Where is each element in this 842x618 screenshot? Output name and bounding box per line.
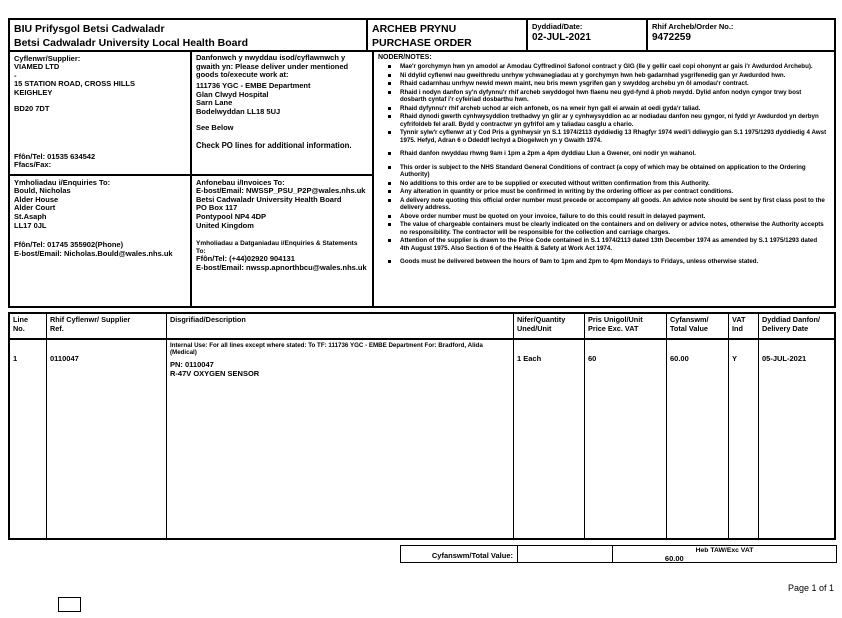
check-po-note: Check PO lines for additional information.: [196, 141, 352, 150]
table-row: [10, 340, 834, 538]
invoices-address-line: PO Box 117: [196, 203, 238, 213]
note-item: No additions to this order are to be supplied or executed without written confirmation from this Authority.: [378, 180, 830, 188]
deliver-dest-line: Glan Clwyd Hospital: [196, 89, 269, 99]
items-header-row: [10, 314, 834, 340]
enquiries-section: [10, 176, 190, 306]
note-item: A delivery note quoting this official order number must precede or accompany all goods. An advice note should be sent by first class post to the delivery address.: [378, 197, 830, 212]
note-item: Attention of the supplier is drawn to the Price Code contained in S.1 1974/2113 dated 13th December 1974 as amended by S.1 1975/1293 dated 4th August 1975. Also Section 6 of the Health & Safety at Work Act 1974.: [378, 237, 830, 252]
col-header-text: Nifer/Quantity: [517, 315, 566, 324]
col-header-quantity: [514, 314, 585, 338]
notes-section: [374, 52, 834, 306]
col-header-total-value: [667, 314, 729, 338]
col-header-line-no: [10, 314, 47, 338]
invoices-address-line: Pontypool NP4 4DP: [196, 211, 267, 221]
col-header-text: VAT: [732, 315, 746, 324]
note-item: Goods must be delivered between the hours of 9am to 1pm and 2pm to 4pm Mondays to Fridays, unless otherwise stated.: [378, 258, 830, 266]
note-item: Any alteration in quantity or price must be confirmed in writing by the ordering officer as per contract conditions.: [378, 188, 830, 196]
total-value-empty-cell: [518, 546, 613, 562]
note-item: Tynnir sylw'r cyflenwr at y Cod Pris a gynhwysir yn S.1 1974/2113 dyddiedig 13 Rhagfyr 1974 wedi'i ddiwygio gan S.1 1975/1293 dyddiedig 4 Awst 1975. Hefyd, Adran 6 o Ddeddf Iechyd a Diogelwch yn y Gwaith 1974.: [378, 129, 830, 144]
invoices-email: E-bost/Email: NWSSP_PSU_P2P@wales.nhs.uk: [196, 186, 366, 195]
note-item: Mae'r gorchymyn hwn yn amodol ar Amodau Cyffredinol Safonol contract y GIG (lle y gellir cael copi ohonynt ar gais i'r Awdurdod Archebu).: [378, 63, 830, 71]
col-header-text: Disgrifiad/Description: [170, 315, 246, 324]
supplier-address-dash: -: [14, 70, 17, 80]
total-amount: 60.00: [664, 554, 684, 563]
item-description: R-47V OXYGEN SENSOR: [170, 369, 260, 379]
totals-row: [400, 545, 837, 563]
footer-mark-box: [58, 597, 81, 612]
supplier-label: Cyflenwr/Supplier:: [14, 54, 81, 63]
cell-vat-ind: Y: [729, 340, 759, 538]
info-section: [8, 52, 836, 308]
document-header: [8, 18, 836, 52]
invoices-address-line: Betsi Cadwaladr University Health Board: [196, 194, 342, 204]
order-date-block: [528, 20, 648, 50]
col-header-vat-ind: [729, 314, 759, 338]
notes-list: [378, 63, 830, 266]
supplier-street: 15 STATION ROAD, CROSS HILLS: [14, 79, 135, 89]
cell-unit-price: 60: [585, 340, 667, 538]
col-header-unit-price: [585, 314, 667, 338]
note-item: Rhaid cadarnhau unrhyw newid mewn maint, neu bris mewn ysgrifen gan y swyddog archebu yn ôl amodau'r contract.: [378, 80, 830, 88]
doc-title-english: PURCHASE ORDER: [372, 37, 472, 50]
statements-phone: Ffôn/Tel: (+44)02920 904131: [196, 254, 295, 264]
deliver-dest-line: Bodelwyddan LL18 5UJ: [196, 106, 281, 116]
col-header-text: Delivery Date: [762, 323, 809, 333]
org-name-welsh: BIU Prifysgol Betsi Cadwaladr: [14, 23, 165, 35]
enquiries-phone: Ffôn/Tel: 01745 355902(Phone): [14, 240, 124, 250]
col-header-text: Total Value: [670, 323, 708, 333]
organisation-name-block: [10, 20, 368, 50]
note-item: Rhaid danfon nwyddau rhwng 9am i 1pm a 2pm a 4pm dyddiau Llun a Gwener, oni nodir yn wahanol.: [378, 150, 830, 158]
supplier-town: KEIGHLEY: [14, 87, 53, 97]
total-exc-vat-block: [613, 546, 836, 562]
supplier-phone: Ffôn/Tel: 01535 634542: [14, 151, 96, 161]
enquiries-address-line: St.Asaph: [14, 211, 47, 221]
cell-line-no: 1: [10, 340, 47, 538]
col-header-text: Pris Unigol/Unit: [588, 315, 643, 324]
col-header-text: Ref.: [50, 323, 64, 333]
cell-supplier-ref: 0110047: [47, 340, 167, 538]
col-header-text: No.: [13, 323, 25, 333]
order-date-value: 02-JUL-2021: [532, 32, 591, 43]
doc-title-welsh: ARCHEB PRYNU: [372, 23, 457, 35]
note-item: Rhaid dyfynnu'r rhif archeb uchod ar eich anfoneb, os na wneir hyn gall ei arwain at oedi gyda'r taliad.: [378, 105, 830, 113]
supplier-postcode: BD20 7DT: [14, 103, 50, 113]
supplier-contact-block: [14, 153, 186, 172]
see-below-note: See Below: [196, 123, 234, 133]
order-number-value: 9472259: [652, 32, 691, 43]
invoices-label: Anfonebau i/Invoices To:: [196, 178, 285, 187]
cell-quantity: 1 Each: [514, 340, 585, 538]
deliver-to-section: [192, 52, 372, 176]
order-number-label: Rhif Archeb/Order No.:: [652, 22, 734, 31]
cell-delivery-date: 05-JUL-2021: [762, 354, 807, 363]
col-header-text: Ind: [732, 323, 743, 333]
page-number: Page 1 of 1: [788, 583, 835, 593]
note-item: Above order number must be quoted on your invoice, failure to do this could result in delayed payment.: [378, 213, 830, 221]
enquiries-label: Ymholiadau i/Enquiries To:: [14, 178, 111, 187]
cell-description: [167, 340, 514, 538]
enquiries-email: E-bost/Email: Nicholas.Bould@wales.nhs.uk: [14, 248, 173, 258]
col-header-text: Price Exc. VAT: [588, 323, 639, 333]
col-header-supplier-ref: [47, 314, 167, 338]
enquiries-address-line: Alder Court: [14, 203, 56, 213]
order-date-label: Dyddiad/Date:: [532, 22, 583, 31]
exc-vat-label: Heb TAW/Exc VAT: [695, 547, 754, 554]
supplier-fax-label: Ffacs/Fax:: [14, 160, 52, 170]
col-header-description: [167, 314, 514, 338]
enquiries-address-line: Alder House: [14, 194, 59, 204]
col-header-text: Rhif Cyflenwr/ Supplier: [50, 315, 131, 324]
note-item: Rhaid i nodyn danfon sy'n dyfynnu'r rhif archeb swyddogol hwn flaenu neu gyd-fynd â phob nwydd. Dylid anfon nodyn cyngor trwy bost dosbarth cyntaf i'r cyfeiriad dosbarthu hwn.: [378, 89, 830, 104]
col-header-text: Cyfanswm/: [670, 315, 709, 324]
col-header-delivery-date: [759, 314, 834, 338]
deliver-to-label: Danfonwch y nwyddau isod/cyflawnwch y gwaith yn: Please deliver under mentioned goods to/execute work at:: [196, 53, 349, 80]
deliver-dest-line: 111736 YGC - EMBE Department: [196, 80, 311, 90]
col-header-text: Dyddiad Danfon/: [762, 315, 820, 324]
statements-label: Ymholiadau a Datganiadau i/Enquiries & Statements To:: [196, 240, 358, 255]
internal-use-note: Internal Use: For all lines except where stated: To TF: 111736 YGC - EMBE Department For: Bradford, Alida (Medical): [170, 342, 483, 357]
deliver-dest-line: Sarn Lane: [196, 98, 233, 108]
enquiries-postcode: LL17 0JL: [14, 220, 47, 230]
document-title-block: [368, 20, 528, 50]
statements-email: E-bost/Email: nwssp.apnorthbcu@wales.nhs.uk: [196, 262, 367, 272]
col-header-text: Uned/Unit: [517, 323, 552, 333]
col-header-text: Line: [13, 315, 28, 324]
total-value-label: Cyfanswm/Total Value:: [401, 546, 518, 562]
order-number-block: [648, 20, 834, 50]
supplier-name: VIAMED LTD: [14, 62, 60, 71]
cell-total-value: 60.00: [667, 340, 729, 538]
note-item: The value of chargeable containers must be clearly indicated on the containers and on delivery or advice notes, otherwise the Authority accepts no responsibility. The contractor will be responsible for the collection and carriage charges.: [378, 221, 830, 236]
part-number: PN: 0110047: [170, 360, 214, 370]
note-item: Rhaid dynodi gwerth cynhwysyddion trethadwy yn glir ar y cynhwysyddion ac ar nodiadau danfon neu gyngor, ni fydd yr Awdurdod yn derbyn cyfrifoldeb fel arall. Bydd y contractwr yn gyfrifol am y taliadau casglu a chario.: [378, 113, 830, 128]
notes-label: NODER/NOTES:: [378, 54, 432, 61]
invoices-address-line: United Kingdom: [196, 220, 254, 230]
supplier-section: [10, 52, 190, 176]
left-column: [10, 52, 192, 306]
note-item: This order is subject to the NHS Standard General Conditions of contract (a copy of which may be obtained on application to the Ordering Authority): [378, 164, 830, 179]
org-name-english: Betsi Cadwaladr University Local Health Board: [14, 37, 248, 50]
line-items-table: [8, 312, 836, 540]
middle-column: [192, 52, 374, 306]
enquiries-contact-name: Bould, Nicholas: [14, 186, 71, 195]
invoices-section: [192, 176, 372, 306]
note-item: Ni ddylid cyflenwi nau gweithredu unrhyw ychwanegiadau at y gorchymyn hwn heb gadarnhad ysgrifenedig gan yr Awdurdod hwn.: [378, 72, 830, 80]
